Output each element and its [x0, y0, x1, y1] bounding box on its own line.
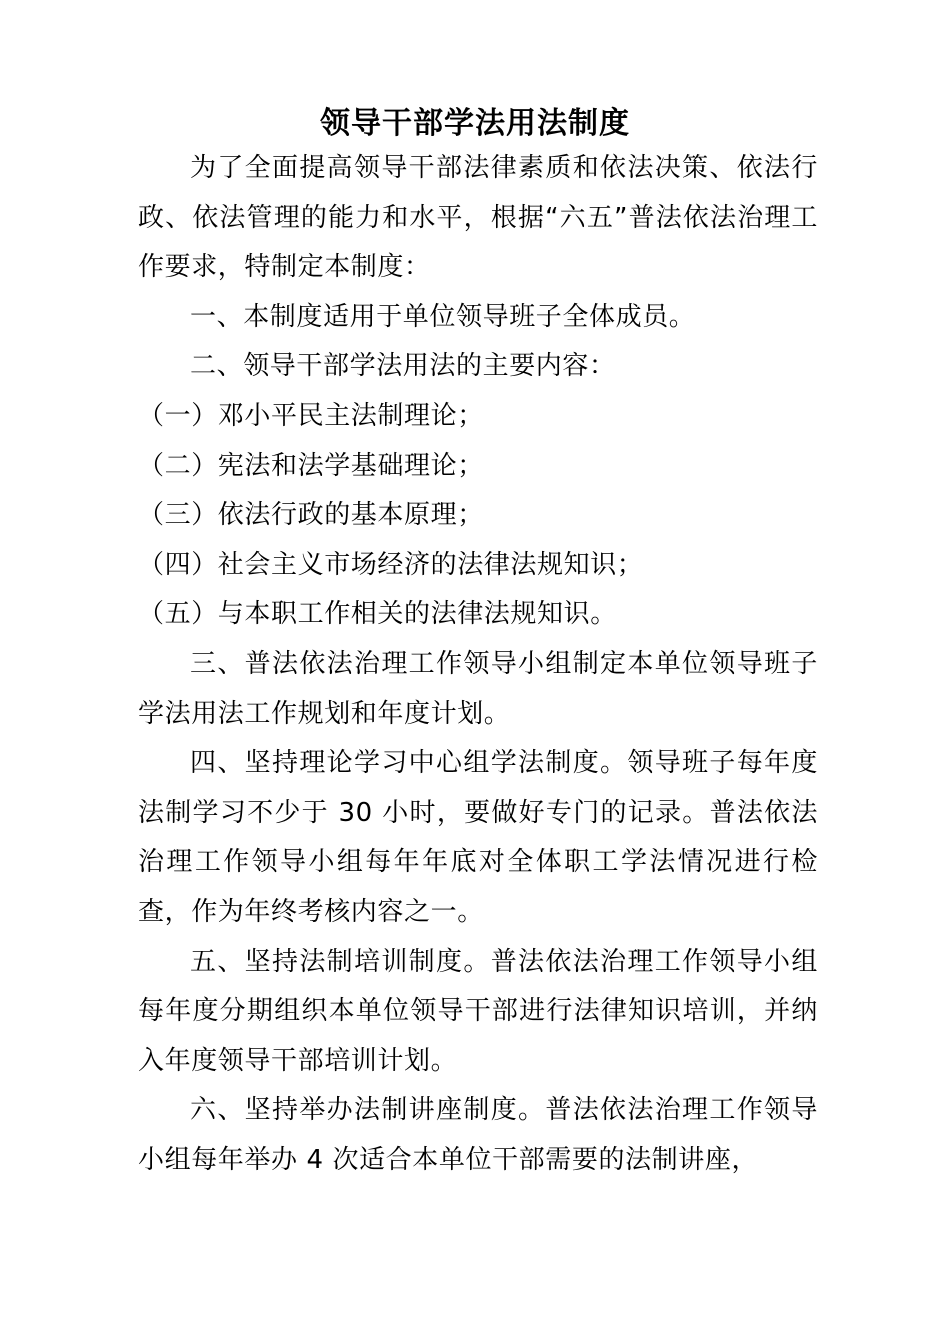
list-item-4: （四）社会主义市场经济的法律法规知识； — [138, 549, 644, 580]
paragraph-section-1: 一、本制度适用于单位领导班子全体成员。 — [190, 301, 696, 332]
paragraph-section-5: 五、坚持法制培训制度。普法依法治理工作领导小组每年度分期组织本单位领导干部进行法律知识培训，并纳入年度领导干部培训计划。 — [138, 946, 818, 1076]
paragraph-section-4: 四、坚持理论学习中心组学法制度。领导班子每年度法制学习不少于 30 小时，要做好专门的记录。普法依法治理工作领导小组每年年底对全体职工学法情况进行检查，作为年终考核内容之一。 — [138, 748, 818, 927]
paragraph-section-3: 三、普法依法治理工作领导小组制定本单位领导班子学法用法工作规划和年度计划。 — [138, 648, 818, 729]
list-item-5: （五）与本职工作相关的法律法规知识。 — [138, 599, 617, 630]
paragraph-section-2: 二、领导干部学法用法的主要内容： — [190, 351, 616, 382]
list-item-1: （一）邓小平民主法制理论； — [138, 400, 484, 431]
paragraph-section-6: 六、坚持举办法制讲座制度。普法依法治理工作领导小组每年举办 4 次适合本单位干部需要的法制讲座， — [138, 1095, 818, 1175]
paragraph-intro: 为了全面提高领导干部法律素质和依法决策、依法行政、依法管理的能力和水平，根据“六五”普法依法治理工作要求，特制定本制度： — [138, 153, 818, 283]
list-item-2: （二）宪法和法学基础理论； — [138, 450, 484, 481]
document-title: 领导干部学法用法制度 — [320, 106, 630, 141]
list-item-3: （三）依法行政的基本原理； — [138, 500, 484, 531]
document-body — [138, 144, 818, 1185]
